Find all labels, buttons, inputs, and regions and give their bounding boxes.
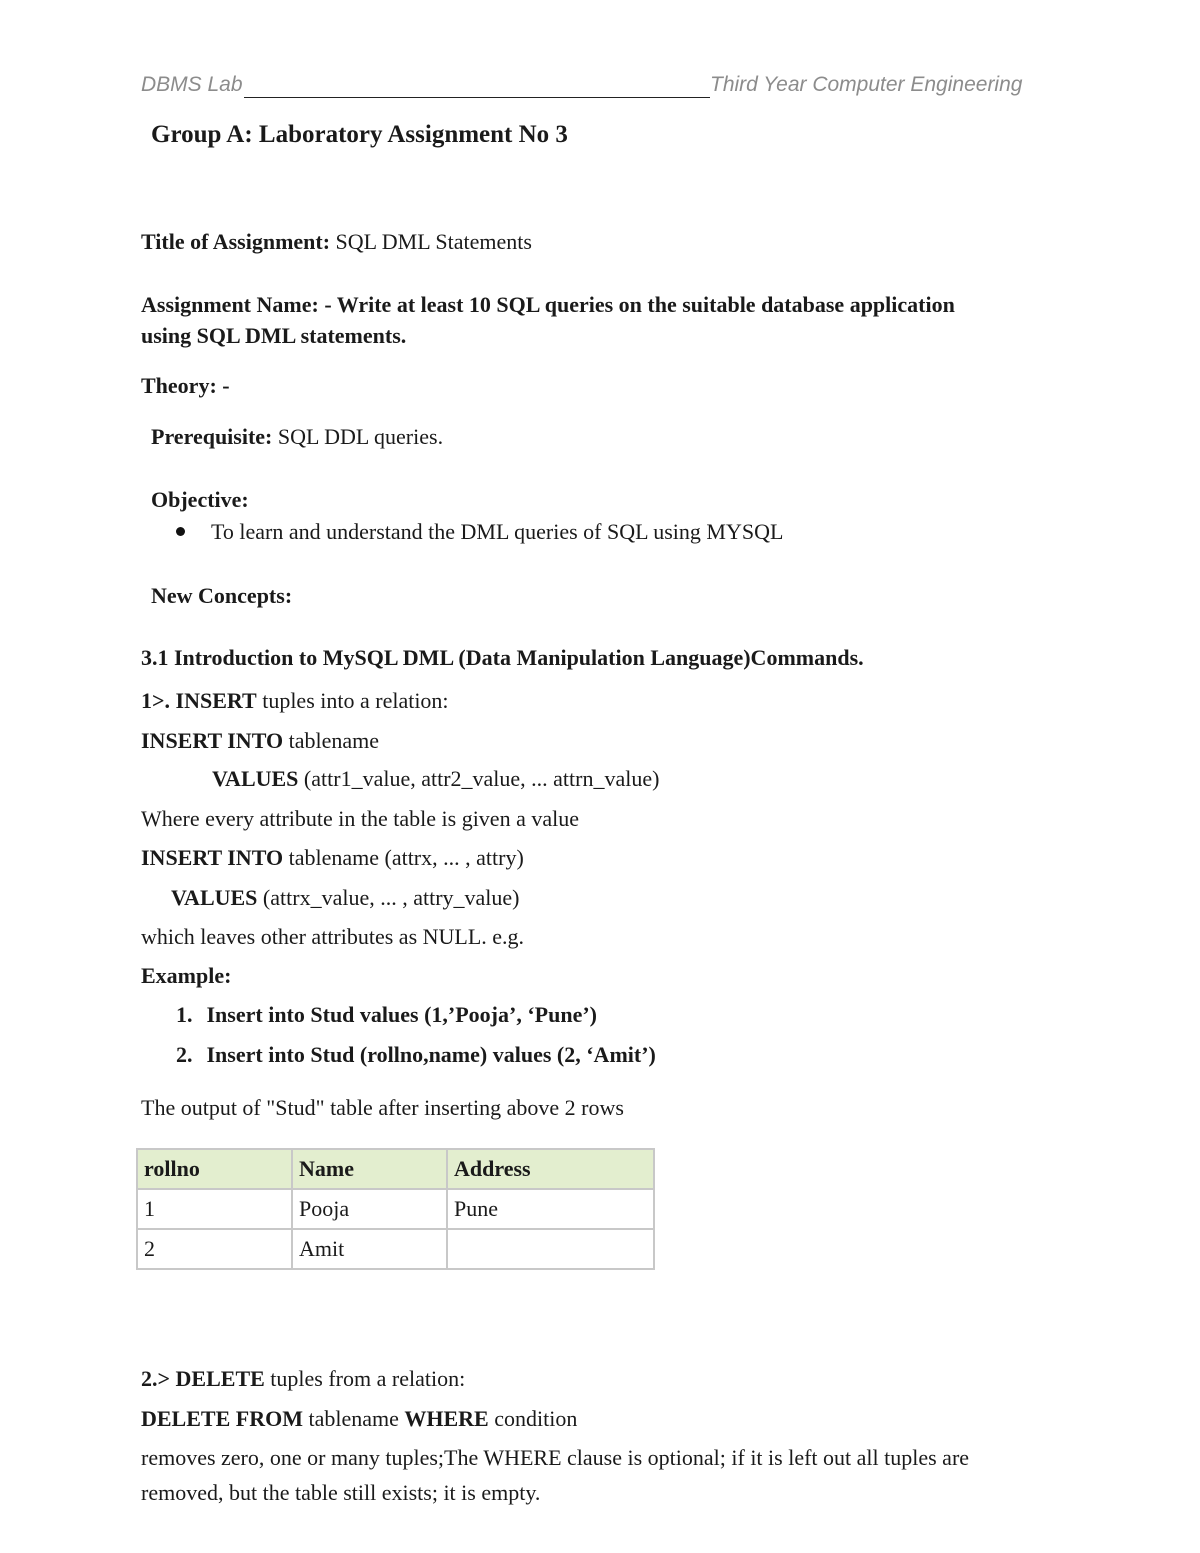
- prerequisite-value: SQL DDL queries.: [272, 424, 444, 449]
- header-left: DBMS Lab: [141, 73, 243, 96]
- table-cell: Amit: [292, 1229, 447, 1269]
- example-label: Example:: [141, 963, 232, 988]
- delete-keyword: > DELETE: [157, 1366, 265, 1391]
- insert-syntax-2: [141, 845, 524, 871]
- stud-table: [136, 1148, 655, 1270]
- assignment-line2: using SQL DML statements.: [141, 323, 407, 348]
- delete-heading-rest: tuples from a relation:: [264, 1366, 466, 1391]
- insert-values-2: [171, 885, 520, 911]
- bullet-icon: [176, 527, 185, 536]
- delete-note-line2: removed, but the table still exists; it is empty.: [141, 1480, 541, 1505]
- insert-into-keyword-2: INSERT INTO: [141, 845, 284, 870]
- insert-values-1-rest: (attr1_value, attr2_value, ... attrn_value): [298, 766, 660, 791]
- example-num: 2.: [176, 1042, 193, 1067]
- page-title: Group A: Laboratory Assignment No 3: [151, 121, 568, 148]
- new-concepts-heading: New Concepts:: [151, 583, 293, 608]
- theory-heading: Theory: -: [141, 373, 230, 398]
- table-row: [137, 1229, 654, 1269]
- table-row: [137, 1189, 654, 1229]
- prerequisite-label: Prerequisite:: [151, 424, 273, 449]
- delete-syntax: [141, 1406, 577, 1432]
- assignment-line1: Write at least 10 SQL queries on the suitable database application: [336, 292, 955, 317]
- insert-heading-num: 1>.: [141, 688, 176, 713]
- values-keyword-2: VALUES: [171, 885, 258, 910]
- assignment-label: Assignment Name: -: [141, 292, 337, 317]
- insert-note-1: Where every attribute in the table is given a value: [141, 806, 579, 831]
- delete-syntax-mid: tablename: [302, 1406, 405, 1431]
- insert-note-2: which leaves other attributes as NULL. e.g.: [141, 924, 525, 949]
- header-right: Third Year Computer Engineering: [710, 73, 1023, 96]
- table-cell: 1: [137, 1189, 292, 1229]
- insert-heading: [141, 688, 449, 714]
- delete-heading: [141, 1366, 465, 1392]
- table-header-row: [137, 1149, 654, 1189]
- table-cell: Pooja: [292, 1189, 447, 1229]
- title-of-assignment: [141, 229, 532, 255]
- example-item: [176, 1042, 656, 1068]
- example-item: [176, 1002, 597, 1028]
- header-rule: [244, 97, 710, 98]
- section-3-1-heading: 3.1 Introduction to MySQL DML (Data Manipulation Language)Commands.: [141, 645, 864, 670]
- delete-from-keyword: DELETE FROM: [141, 1406, 303, 1431]
- title-value: SQL DML Statements: [330, 229, 532, 254]
- insert-into-keyword: INSERT INTO: [141, 728, 284, 753]
- insert-syntax-1: [141, 728, 379, 754]
- table-cell: 2: [137, 1229, 292, 1269]
- example-text: Insert into Stud (rollno,name) values (2, ‘Amit’): [206, 1042, 656, 1067]
- insert-values-1: [212, 766, 659, 792]
- insert-keyword: INSERT: [175, 688, 257, 713]
- output-caption: The output of "Stud" table after inserting above 2 rows: [141, 1095, 624, 1120]
- table-header-cell: Address: [447, 1149, 654, 1189]
- values-keyword: VALUES: [212, 766, 299, 791]
- delete-syntax-rest: condition: [488, 1406, 578, 1431]
- insert-syntax-2-rest: tablename (attrx, ... , attry): [283, 845, 524, 870]
- delete-heading-num: 2.: [141, 1366, 158, 1391]
- table-header-cell: rollno: [137, 1149, 292, 1189]
- objective-list-item: [176, 519, 783, 545]
- objective-heading: Objective:: [151, 487, 249, 512]
- prerequisite: [151, 424, 443, 450]
- assignment-name: [141, 292, 955, 318]
- example-num: 1.: [176, 1002, 193, 1027]
- table-header-cell: Name: [292, 1149, 447, 1189]
- insert-values-2-rest: (attrx_value, ... , attry_value): [257, 885, 520, 910]
- delete-note-line1: removes zero, one or many tuples;The WHERE clause is optional; if it is left out all tuples are: [141, 1445, 970, 1470]
- objective-item-text: To learn and understand the DML queries of SQL using MYSQL: [211, 519, 784, 544]
- table-cell: [447, 1229, 654, 1269]
- example-text: Insert into Stud values (1,’Pooja’, ‘Pune’): [206, 1002, 597, 1027]
- table-cell: Pune: [447, 1189, 654, 1229]
- where-keyword: WHERE: [404, 1406, 489, 1431]
- insert-heading-rest: tuples into a relation:: [256, 688, 449, 713]
- title-label: Title of Assignment:: [141, 229, 331, 254]
- insert-syntax-1-rest: tablename: [283, 728, 379, 753]
